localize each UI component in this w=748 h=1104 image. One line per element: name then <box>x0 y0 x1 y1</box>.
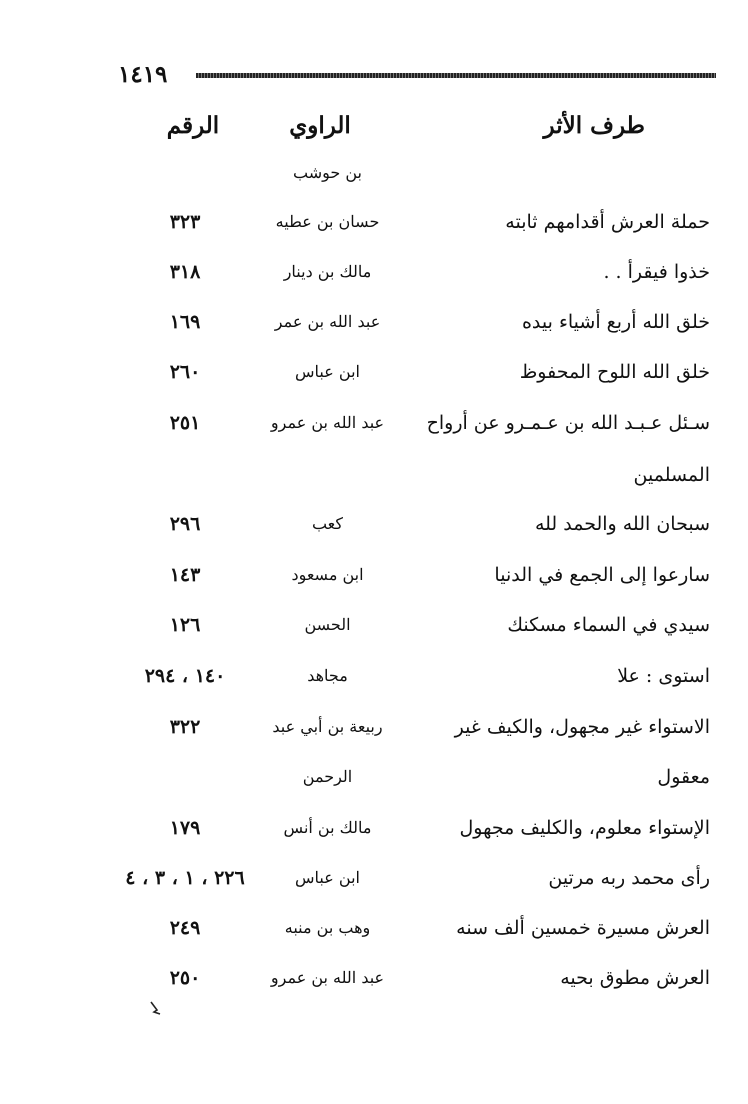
hadith-cell: خذوا فيقرأ . . <box>603 261 710 283</box>
number-cell: ١٤٣ <box>169 564 201 586</box>
number-cell: ٢٤٩ <box>169 917 201 939</box>
column-header-number: الرقم <box>166 112 220 139</box>
column-header-hadith: طرف الأثر <box>543 112 645 139</box>
number-cell: ٣٢٢ <box>169 716 201 738</box>
narrator-cell: بن حوشب <box>293 163 362 182</box>
narrator-cell: ابن عباس <box>295 868 360 887</box>
narrator-cell: مجاهد <box>307 666 348 685</box>
hadith-cell: استوى : علا <box>617 665 710 687</box>
table-row <box>0 808 748 848</box>
table-row <box>0 555 748 595</box>
column-header-narrator: الراوي <box>289 112 351 139</box>
narrator-cell: مالك بن دينار <box>283 262 372 281</box>
header-rule <box>196 73 716 78</box>
narrator-cell: الحسن <box>304 615 351 634</box>
hadith-cell: خلق الله أربع أشياء بيده <box>521 311 710 333</box>
narrator-cell: كعب <box>311 514 344 533</box>
hadith-cell: خلق الله اللوح المحفوظ <box>519 361 710 383</box>
hadith-cell: العرش مسيرة خمسين ألف سنه <box>456 917 710 939</box>
number-cell: ٢٥١ <box>169 412 201 434</box>
hadith-cell: الإستواء معلوم، والكليف مجهول <box>459 817 710 839</box>
number-cell: ٢٢٦ ، ١ ، ٣ ، ٤ <box>125 867 245 889</box>
table-row <box>0 908 748 948</box>
number-cell: ٢٥٠ <box>169 967 201 989</box>
table-row <box>0 455 748 495</box>
table-row <box>0 202 748 242</box>
narrator-cell: عبد الله بن عمرو <box>270 413 385 432</box>
hadith-cell: حملة العرش أقدامهم ثابته <box>505 211 710 233</box>
hadith-cell: سارعوا إلى الجمع في الدنيا <box>494 564 710 586</box>
narrator-cell: حسان بن عطيه <box>275 212 380 231</box>
number-cell: ٢٦٠ <box>169 361 201 383</box>
table-row <box>0 352 748 392</box>
table-row <box>0 153 748 193</box>
table-row <box>0 707 748 747</box>
hadith-cell: الاستواء غير مجهول، والكيف غير <box>454 716 710 738</box>
number-cell: ١٦٩ <box>169 311 201 333</box>
narrator-cell: الرحمن <box>302 767 353 786</box>
number-cell: ٢٩٦ <box>169 513 201 535</box>
table-row <box>0 757 748 797</box>
hadith-cell: سبحان الله والحمد لله <box>534 513 710 535</box>
table-row <box>0 302 748 342</box>
narrator-cell: عبد الله بن عمر <box>274 312 381 331</box>
table-row <box>0 858 748 898</box>
hadith-cell: العرش مطوق بحيه <box>560 967 710 989</box>
hadith-cell: المسلمين <box>633 464 710 486</box>
table-row <box>0 656 748 696</box>
table-row <box>0 504 748 544</box>
hadith-cell: سيدي في السماء مسكنك <box>507 614 710 636</box>
number-cell: ٣١٨ <box>169 261 201 283</box>
table-row <box>0 252 748 292</box>
page-number: ١٤١٩ <box>118 61 168 88</box>
hadith-cell: سـئل عـبـد الله بن عـمـرو عن أرواح <box>426 412 710 434</box>
page-mark-icon <box>148 1000 162 1016</box>
number-cell: ٣٢٣ <box>169 211 201 233</box>
narrator-cell: عبد الله بن عمرو <box>270 968 385 987</box>
number-cell: ١٤٠ ، ٢٩٤ <box>144 665 226 687</box>
table-row <box>0 958 748 998</box>
hadith-cell: رأى محمد ربه مرتين <box>548 867 710 889</box>
table-row <box>0 403 748 443</box>
hadith-cell: معقول <box>657 766 710 788</box>
number-cell: ١٢٦ <box>169 614 201 636</box>
narrator-cell: ابن مسعود <box>291 565 364 584</box>
narrator-cell: مالك بن أنس <box>283 818 372 837</box>
narrator-cell: ابن عباس <box>295 362 360 381</box>
number-cell: ١٧٩ <box>169 817 201 839</box>
narrator-cell: ربيعة بن أبي عبد <box>272 717 383 736</box>
narrator-cell: وهب بن منبه <box>284 918 371 937</box>
table-row <box>0 605 748 645</box>
